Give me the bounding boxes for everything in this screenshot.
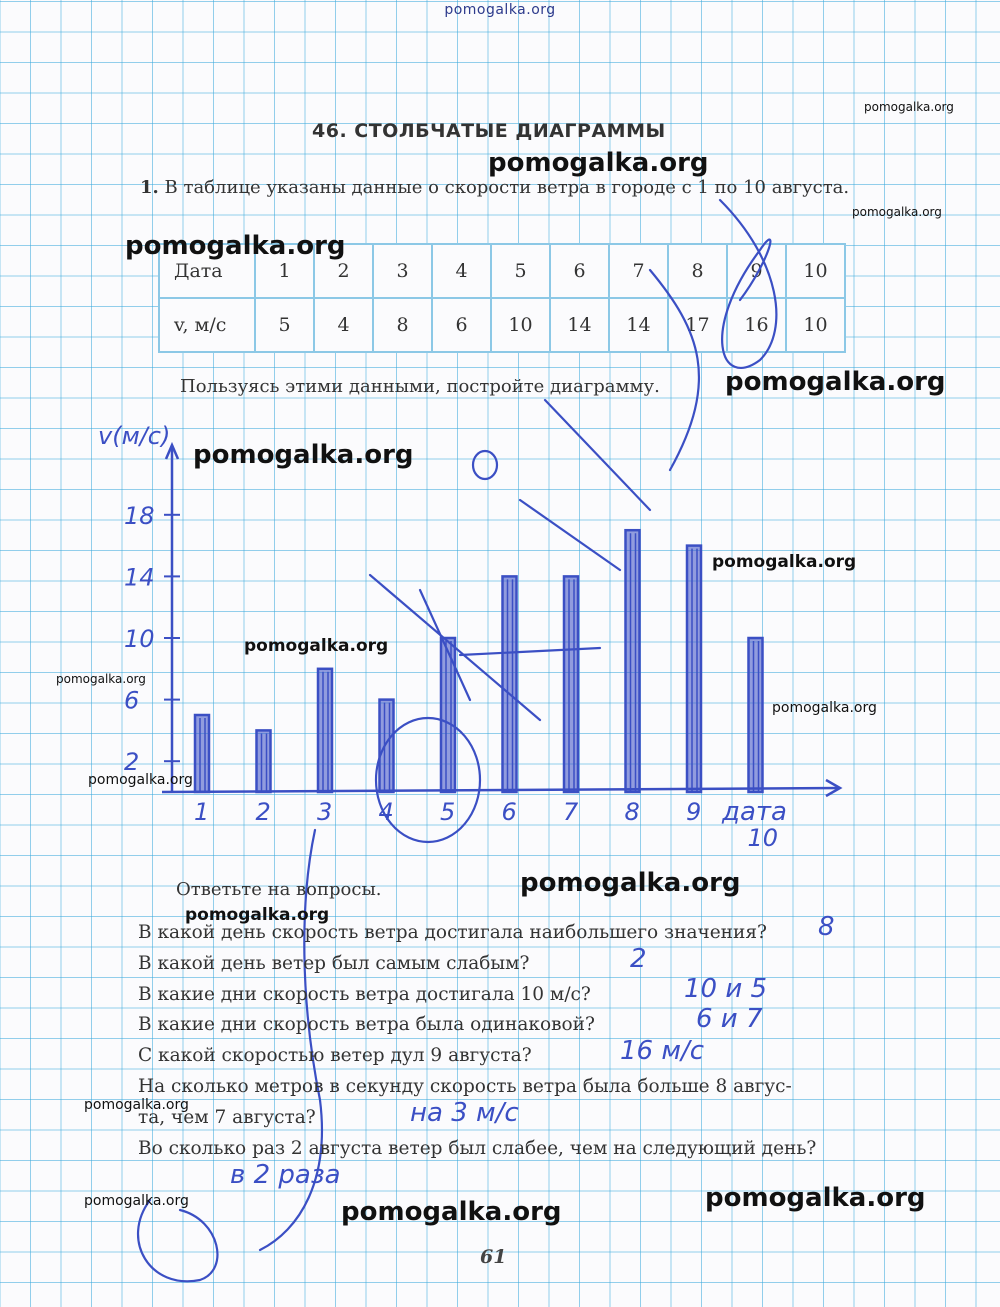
bar <box>626 530 640 792</box>
y-tick-label: 18 <box>124 501 155 530</box>
y-tick-label: 6 <box>124 686 140 715</box>
x-tick-label: 4 <box>378 798 394 826</box>
x-tick-label: 9 <box>686 798 702 826</box>
question-1: В какой день скорость ветра достигала наибольшего значения? <box>138 922 767 943</box>
watermark: pomogalka.org <box>772 700 877 716</box>
bar <box>195 715 209 792</box>
table-cell: 7 <box>609 244 668 298</box>
table-cell: 10 <box>786 244 845 298</box>
bar <box>687 546 701 792</box>
site-header-link[interactable]: pomogalka.org <box>444 2 556 18</box>
bar <box>441 638 455 792</box>
question-4: В какие дни скорость ветра была одинаковой? <box>138 1014 595 1035</box>
answer-4: 6 и 7 <box>696 1004 763 1034</box>
table-cell: 2 <box>314 244 373 298</box>
task-description: В таблице указаны данные о скорости ветра в городе с 1 по 10 августа. <box>164 177 850 198</box>
bar <box>257 730 271 792</box>
bar <box>318 669 332 792</box>
question-7: Во сколько раз 2 августа ветер был слабее, чем на следующий день? <box>138 1138 817 1159</box>
table-cell: 8 <box>668 244 727 298</box>
table-cell: 1 <box>255 244 314 298</box>
table-cell: 16 <box>727 298 786 352</box>
section-title: 46. СТОЛБЧАТЫЕ ДИАГРАММЫ <box>312 120 666 142</box>
table-cell: 4 <box>432 244 491 298</box>
table-cell: 14 <box>609 298 668 352</box>
question-2: В какой день ветер был самым слабым? <box>138 953 530 974</box>
question-6: На сколько метров в секунду скорость ветра была больше 8 авгус- <box>138 1076 792 1097</box>
x-tick-label: 5 <box>440 798 456 826</box>
y-tick-label: 10 <box>124 625 155 653</box>
table-cell: 10 <box>786 298 845 352</box>
x-axis-label: дата <box>722 797 787 827</box>
watermark: pomogalka.org <box>125 231 346 261</box>
table-cell: 4 <box>314 298 373 352</box>
watermark: pomogalka.org <box>341 1197 562 1227</box>
table-cell: 14 <box>550 298 609 352</box>
table-cell: 5 <box>255 298 314 352</box>
y-axis-label: v(м/с) <box>98 422 171 450</box>
table-cell: 10 <box>491 298 550 352</box>
table-cell: 3 <box>373 244 432 298</box>
watermark: pomogalka.org <box>852 205 942 219</box>
table-header-date: Дата <box>159 244 255 298</box>
bar <box>503 576 517 792</box>
answer-3: 10 и 5 <box>684 974 768 1004</box>
x-tick-label: 2 <box>255 798 271 826</box>
bar <box>749 638 763 792</box>
table-cell: 17 <box>668 298 727 352</box>
table-cell: 5 <box>491 244 550 298</box>
x-tick-label: 1 <box>194 798 210 826</box>
task-number: 1. <box>140 177 159 198</box>
answer-7: в 2 раза <box>230 1160 341 1190</box>
question-6-continued: та, чем 7 августа? <box>138 1107 316 1128</box>
watermark: pomogalka.org <box>56 672 146 686</box>
watermark: pomogalka.org <box>705 1183 926 1213</box>
table-cell: 6 <box>432 298 491 352</box>
bar <box>564 576 578 792</box>
answer-2: 2 <box>630 944 647 974</box>
y-tick-label: 14 <box>124 563 155 592</box>
table-cell: 6 <box>550 244 609 298</box>
x-tick-label: 3 <box>317 798 333 826</box>
y-tick-label: 2 <box>124 748 140 777</box>
x-tick-label: 8 <box>624 798 640 826</box>
instruction-text: Пользуясь этими данными, постройте диаграмму. <box>180 376 660 397</box>
table-cell: 9 <box>727 244 786 298</box>
answer-6: на 3 м/с <box>410 1098 519 1128</box>
question-3: В какие дни скорость ветра достигала 10 м/с? <box>138 984 591 1005</box>
watermark: pomogalka.org <box>88 772 193 788</box>
questions-title: Ответьте на вопросы. <box>176 879 382 900</box>
watermark: pomogalka.org <box>712 552 857 572</box>
watermark: pomogalka.org <box>488 148 709 178</box>
watermark: pomogalka.org <box>185 905 330 925</box>
x-tick-label: 6 <box>501 798 517 826</box>
question-5: С какой скоростью ветер дул 9 августа? <box>138 1045 532 1066</box>
watermark: pomogalka.org <box>244 636 389 656</box>
bar <box>380 700 394 792</box>
table-header-speed: v, м/с <box>159 298 255 352</box>
watermark: pomogalka.org <box>725 367 946 397</box>
table-cell: 8 <box>373 298 432 352</box>
answer-1: 8 <box>818 912 835 942</box>
watermark: pomogalka.org <box>864 100 954 114</box>
answer-5: 16 м/с <box>620 1036 705 1066</box>
watermark: pomogalka.org <box>84 1097 189 1113</box>
watermark: pomogalka.org <box>520 868 741 898</box>
watermark: pomogalka.org <box>193 440 414 470</box>
x-tick-label: 10 <box>747 824 779 852</box>
watermark: pomogalka.org <box>84 1193 189 1209</box>
page-number: 61 <box>480 1246 507 1268</box>
x-tick-label: 7 <box>563 798 579 826</box>
